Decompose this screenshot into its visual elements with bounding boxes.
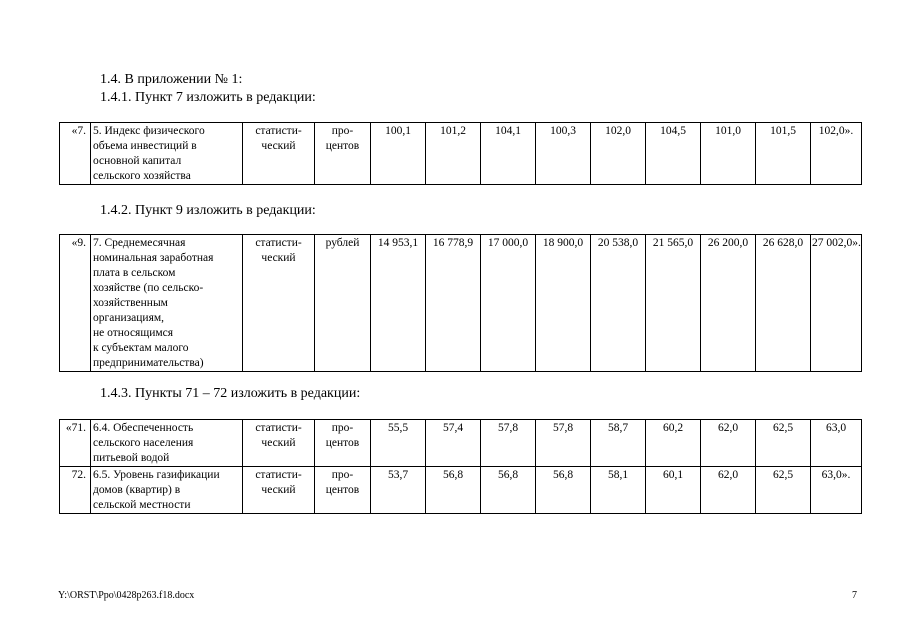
source-cell [243, 235, 315, 372]
indicator-line: объема инвестиций в [93, 140, 197, 152]
unit-cell [315, 467, 371, 514]
indicator-line: организациям, [93, 312, 165, 324]
source-line: ческий [261, 437, 296, 449]
unit-line: рублей [325, 237, 360, 249]
value-cell: 62,5 [756, 420, 811, 467]
table-2 [59, 234, 862, 372]
value-cell: 101,5 [756, 123, 811, 185]
value-cell: 56,8 [426, 467, 481, 514]
value-cell: 16 778,9 [426, 235, 481, 372]
source-line: статисти- [255, 237, 302, 249]
unit-line: центов [325, 484, 360, 496]
table-row [60, 123, 862, 185]
value-cell: 63,0 [811, 420, 862, 467]
unit-line: центов [325, 140, 360, 152]
indicator-line: к субъектам малого [93, 342, 189, 354]
indicator-cell [91, 235, 243, 372]
source-line: статисти- [255, 469, 302, 481]
indicator-line: хозяйстве (по сельско- [93, 282, 204, 294]
value-cell: 102,0 [591, 123, 646, 185]
value-cell: 100,3 [536, 123, 591, 185]
table-1 [59, 122, 862, 185]
indicator-line: основной капитал [93, 155, 182, 167]
footer-file-path: Y:\ORST\Ppo\0428p263.f18.docx [58, 590, 195, 601]
value-cell: 56,8 [481, 467, 536, 514]
value-cell: 100,1 [371, 123, 426, 185]
row-number-cell: 72. [60, 467, 91, 514]
source-cell [243, 123, 315, 185]
source-cell [243, 420, 315, 467]
value-cell: 26 200,0 [701, 235, 756, 372]
unit-line: центов [325, 437, 360, 449]
value-cell: 57,4 [426, 420, 481, 467]
indicator-line: номинальная заработная [93, 252, 214, 264]
indicator-cell [91, 467, 243, 514]
source-line: статисти- [255, 422, 302, 434]
value-cell: 56,8 [536, 467, 591, 514]
indicator-line: питьевой водой [93, 452, 170, 464]
indicator-cell [91, 123, 243, 185]
table-row [60, 420, 862, 467]
table-row [60, 467, 862, 514]
value-cell: 63,0». [811, 467, 862, 514]
value-cell: 104,1 [481, 123, 536, 185]
indicator-line: 5. Индекс физического [93, 125, 205, 137]
value-cell: 17 000,0 [481, 235, 536, 372]
value-cell: 102,0». [811, 123, 862, 185]
indicator-line: 7. Среднемесячная [93, 237, 186, 249]
indicator-line: 6.5. Уровень газификации [93, 469, 220, 481]
heading: 1.4. В приложении № 1: [100, 72, 243, 87]
table-row [60, 235, 862, 372]
value-cell: 27 002,0». [811, 235, 862, 372]
value-cell: 26 628,0 [756, 235, 811, 372]
unit-line: про- [331, 125, 354, 137]
footer-page-number: 7 [852, 590, 857, 601]
section-title-1: 1.4.1. Пункт 7 изложить в редакции: [100, 90, 316, 105]
source-line: ческий [261, 140, 296, 152]
value-cell: 104,5 [646, 123, 701, 185]
value-cell: 101,2 [426, 123, 481, 185]
value-cell: 62,0 [701, 467, 756, 514]
row-number-cell: «7. [60, 123, 91, 185]
value-cell: 21 565,0 [646, 235, 701, 372]
source-line: статисти- [255, 125, 302, 137]
value-cell: 55,5 [371, 420, 426, 467]
indicator-line: 6.4. Обеспеченность [93, 422, 194, 434]
value-cell: 62,0 [701, 420, 756, 467]
unit-cell [315, 420, 371, 467]
value-cell: 60,1 [646, 467, 701, 514]
indicator-cell [91, 420, 243, 467]
value-cell: 60,2 [646, 420, 701, 467]
indicator-line: предпринимательства) [93, 357, 204, 369]
value-cell: 57,8 [536, 420, 591, 467]
section-title-3: 1.4.3. Пункты 71 – 72 изложить в редакции: [100, 386, 361, 401]
source-cell [243, 467, 315, 514]
value-cell: 20 538,0 [591, 235, 646, 372]
indicator-line: домов (квартир) в [93, 484, 181, 496]
source-line: ческий [261, 252, 296, 264]
value-cell: 18 900,0 [536, 235, 591, 372]
unit-line: про- [331, 469, 354, 481]
source-line: ческий [261, 484, 296, 496]
unit-cell [315, 123, 371, 185]
value-cell: 58,1 [591, 467, 646, 514]
value-cell: 53,7 [371, 467, 426, 514]
indicator-line: плата в сельском [93, 267, 176, 279]
value-cell: 57,8 [481, 420, 536, 467]
indicator-line: не относящимся [93, 327, 174, 339]
value-cell: 14 953,1 [371, 235, 426, 372]
section-title-2: 1.4.2. Пункт 9 изложить в редакции: [100, 203, 316, 218]
value-cell: 58,7 [591, 420, 646, 467]
indicator-line: сельского населения [93, 437, 194, 449]
unit-cell [315, 235, 371, 372]
value-cell: 101,0 [701, 123, 756, 185]
indicator-line: сельской местности [93, 499, 191, 511]
unit-line: про- [331, 422, 354, 434]
row-number-cell: «9. [60, 235, 91, 372]
row-number-cell: «71. [60, 420, 91, 467]
indicator-line: хозяйственным [93, 297, 168, 309]
value-cell: 62,5 [756, 467, 811, 514]
indicator-line: сельского хозяйства [93, 170, 191, 182]
table-3 [59, 419, 862, 514]
